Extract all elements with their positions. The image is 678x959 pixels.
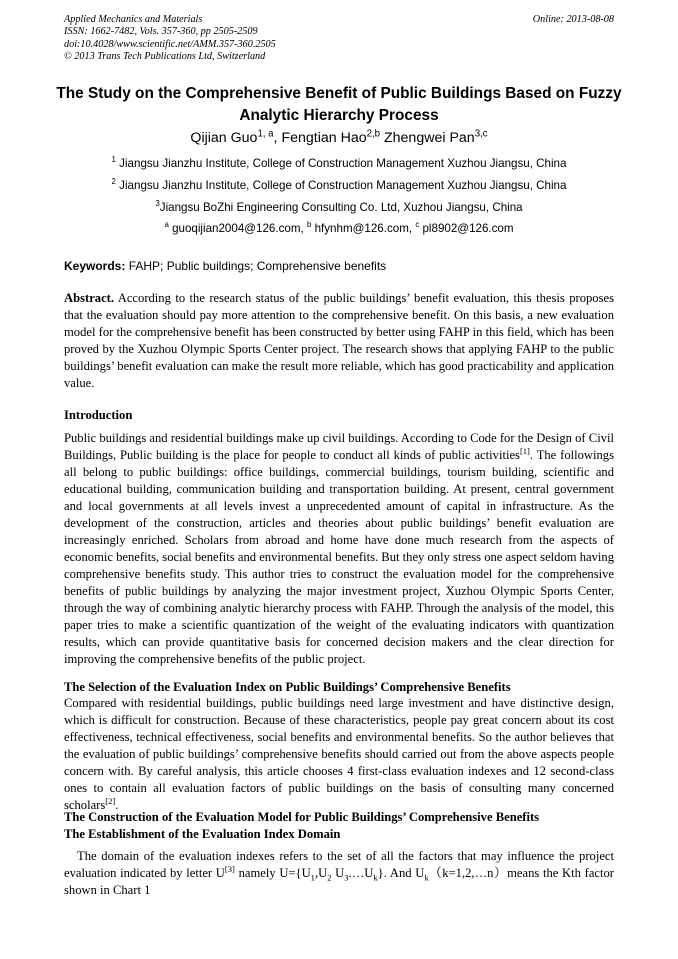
email-address: guoqijian2004@126.com, [172,222,304,235]
email-address: hfynhm@126.com, [314,222,413,235]
abstract [64,290,614,392]
subscript-1: 1 [310,872,315,883]
affiliation-1 [40,157,638,170]
author-list: Qijian Guo$^{1, a}$, Fengtian Hao$^{2,b}$ Zhengwei Pan$^{3,c}$ [190,128,488,146]
keywords [64,259,386,273]
intro-text-cont: . The followings all belong to public buildings: office buildings, commercial buildings, tourism building, scientific and educational building, communication building and transportation building. At present, central government and local governments at all levels invest a unprecedented amount of capital in infrastructure. As the development of the construction, articles and theories about public buildings’ benefit evaluation are increasingly enriched. Scholars from abroad and home have done much research from the aspects of economic benefits, social benefits and environmental benefits. But they only stress one aspect seldom having comprehensive benefits study. This author tries to construct the evaluation model for the comprehensive benefits of public buildings by analyzing the major investment project, Xuzhou Olympic Sports Center, through the way of combining analytic hierarchy process with FAHP. Through the analysis of the model, this paper tries to make a scientific quantization of the weight of the evaluating indicators with quantization results, which can provide quantitative basis for concerned decision makers and the clear direction for improving the comprehensive benefits of the public project. [64,448,615,666]
email-sup: b [306,220,312,230]
email-address: pl8902@126.com [422,222,514,235]
subscript-k: k [424,872,429,883]
index-domain-heading: The Establishment of the Evaluation Index Domain [64,827,341,841]
domain-text-u: .…U [348,866,374,880]
abstract-text: According to the research status of the public buildings’ benefit evaluation, this thesis proposes that the evaluation should pay more attention to the comprehensive benefit. On this basis, a new evaluation model for the comprehensive benefit has been constructed by better using FAHP in this field, which has been proved by the Xuzhou Olympic Sports Center project. The research shows that applying FAHP to the public buildings’ benefit evaluation can make the result more reliable, which has good practicability and application value. [64,291,614,390]
email-list [40,222,638,235]
domain-text-end: （k=1,2,…n）means the Kth factor shown in Chart 1 [64,866,614,897]
email-sup: c [415,220,420,230]
citation-3: [3] [224,863,235,874]
selection-text: Compared with residential buildings, public buildings need large investment and have distinctive design, which is difficult for construction. Because of these characteristics, people pay great concern about its cost effectiveness, technical effectiveness, social benefits and environmental benefits. So the author believes that the evaluation of public buildings’ comprehensive benefits should carried out from the above aspects people concern with. By careful analysis, this article chooses 4 first-class evaluation indexes and 12 second-class ones to contain all evaluation factors of public buildings on the basis of consulting many concerned scholars [64,696,614,812]
citation-1: [1] [519,445,530,456]
citation-2: [2] [105,795,116,806]
intro-heading: Introduction [64,408,133,422]
domain-text: The domain of the evaluation indexes refers to the set of all the factors that may influence the project evaluation indicated by letter U [64,849,614,880]
intro-text: Public buildings and residential buildings make up civil buildings. According to Code for the Design of Civil Buildings, Public building is the place for people to conduct all kinds of public activities [64,431,614,462]
email-sup: a [164,220,169,230]
selection-heading: The Selection of the Evaluation Index on Public Buildings’ Comprehensive Benefits [64,680,511,694]
selection-text-end: . [115,798,119,812]
affiliation-sup: 1 [111,155,116,165]
affiliation-text: Jiangsu Jianzhu Institute, College of Construction Management Xuzhou Jiangsu, China [119,157,567,170]
author-sup: 2,b [366,128,381,140]
affiliation-sup: 3 [155,199,160,209]
affiliation-sup: 2 [111,177,116,187]
abstract-label: Abstract. [64,291,115,305]
keywords-text: FAHP; Public buildings; Comprehensive benefits [128,259,387,273]
selection-paragraph [64,695,614,814]
journal-copyright: © 2013 Trans Tech Publications Ltd, Switzerland [64,50,266,62]
author-sup: 1, a [257,128,274,140]
subscript-k: k [373,872,378,883]
journal-name: Applied Mechanics and Materials [64,14,203,25]
construction-heading: The Construction of the Evaluation Model for Public Buildings’ Comprehensive Benefits [64,810,540,824]
domain-text-u: namely U={U [234,866,311,880]
domain-text-u: ,U [314,866,328,880]
subscript-2: 2 [327,872,332,883]
journal-doi: doi:10.4028/www.scientific.net/AMM.357-360.2505 [64,38,276,50]
affiliation-text: Jiangsu BoZhi Engineering Consulting Co. Ltd, Xuzhou Jiangsu, China [159,201,523,214]
subscript-3: 3 [344,872,349,883]
intro-paragraph [64,430,614,668]
affiliation-3 [40,201,638,214]
domain-text-u: }. And U [377,866,425,880]
keywords-label: Keywords: [64,259,126,273]
journal-issn: ISSN: 1662-7482, Vols. 357-360, pp 2505-2509 [64,26,258,38]
author-name: Fengtian Hao [281,130,367,146]
paper-title: The Study on the Comprehensive Benefit of Public Buildings Based on Fuzzy Analytic Hierarchy Process [56,85,622,124]
online-date: Online: 2013-08-08 [532,14,614,25]
affiliation-text: Jiangsu Jianzhu Institute, College of Construction Management Xuzhou Jiangsu, China [119,179,567,192]
index-domain-paragraph [64,848,614,899]
author-name: Zhengwei Pan [383,130,475,146]
author-sup: 3,c [474,128,488,140]
domain-text-u: U [331,866,345,880]
author-name: Qijian Guo [190,130,258,146]
journal-header [64,14,276,63]
affiliation-2 [40,179,638,192]
